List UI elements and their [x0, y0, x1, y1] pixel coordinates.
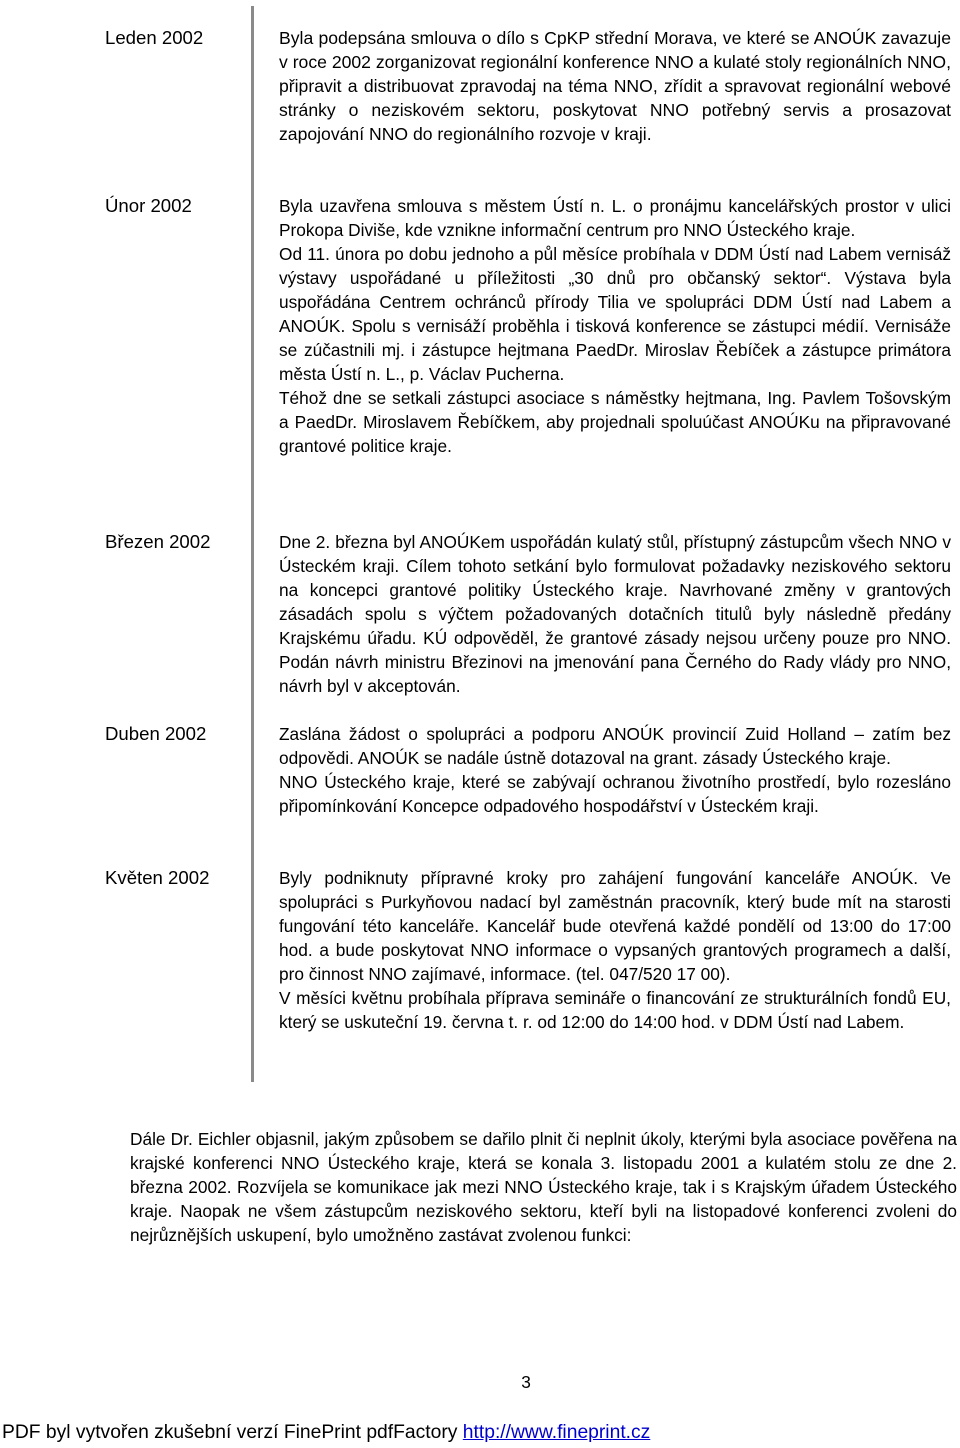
page-number: 3: [521, 1372, 531, 1392]
month-label-leden: Leden 2002: [105, 27, 204, 48]
entry-unor: [279, 194, 951, 458]
month-label-duben: Duben 2002: [105, 723, 207, 744]
footer-text: PDF byl vytvořen zkušební verzí FinePrint pdfFactory: [2, 1422, 458, 1443]
entry-paragraph: V měsíci květnu probíhala příprava semináře o financování ze strukturálních fondů EU, který se uskuteční 19. června t. r. od 12:00 do 14:00 hod. v DDM Ústí nad Labem.: [279, 988, 951, 1032]
summary-paragraph: Dále Dr. Eichler objasnil, jakým způsobem se dařilo plnit či neplnit úkoly, kterými byla asociace pověřena na krajské konferenci NNO Ústeckého kraje, která se konala 3. listopadu 2001 a kulatém stolu ze dne 2. března 2002. Rozvíjela se komunikace jak mezi NNO Ústeckého kraje, tak i s Krajským úřadem Ústeckého kraje. Naopak ne všem zástupcům neziskového sektoru, kteří byli na listopadové konferenci zvoleni do nejrůznějších uskupení, bylo umožněno zastávat zvolenou funkci:: [130, 1129, 957, 1245]
pdf-footer: [2, 1420, 650, 1446]
entry-paragraph: Téhož dne se setkali zástupci asociace s náměstky hejtmana, Ing. Pavlem Tošovským a PaedDr. Miroslavem Řebíčkem, aby projednali spoluúčast ANOÚKu na připravované grantové politice kraje.: [279, 388, 951, 456]
entry-kveten: [279, 866, 951, 1034]
timeline-divider: [251, 6, 254, 1082]
entry-paragraph: Byla podepsána smlouva o dílo s CpKP střední Morava, ve které se ANOÚK zavazuje v roce 2002 zorganizovat regionální konference NNO a kulaté stoly regionálních NNO, připravit a distribuovat zpravodaj na téma NNO, zřídit a spravovat regionální webové stránky o neziskovém sektoru, poskytovat NNO potřebný servis a prosazovat zapojování NNO do regionálního rozvoje v kraji.: [279, 28, 951, 144]
entry-leden: [279, 26, 951, 146]
month-label-kveten: Květen 2002: [105, 867, 210, 888]
month-label-brezen: Březen 2002: [105, 531, 211, 552]
entry-duben: [279, 722, 951, 818]
entry-paragraph: Od 11. února po dobu jednoho a půl měsíce probíhala v DDM Ústí nad Labem vernisáž výstavy uspořádané u příležitosti „30 dnů pro občanský sektor“. Výstava byla uspořádána Centrem ochránců přírody Tilia ve spolupráci DDM Ústí nad Labem a ANOÚK. Spolu s vernisáží proběhla i tisková konference se zástupci médií. Vernisáže se zúčastnili mj. i zástupce hejtmana PaedDr. Miroslav Řebíček a zástupce primátora města Ústí n. L., p. Václav Pucherna.: [279, 244, 951, 384]
footer-link[interactable]: http://www.fineprint.cz: [462, 1422, 651, 1443]
entry-paragraph: NNO Ústeckého kraje, které se zabývají ochranou životního prostředí, bylo rozesláno připomínkování Koncepce odpadového hospodářství v Ústeckém kraji.: [279, 772, 951, 816]
entry-paragraph: Dne 2. března byl ANOÚKem uspořádán kulatý stůl, přístupný zástupcům všech NNO v Ústeckém kraji. Cílem tohoto setkání bylo formulovat požadavky neziskového sektoru na koncepci grantové politiky Ústeckého kraje. Navrhované změny v grantových zásadách spolu s výčtem požadovaných dotačních titulů byly následně předány Krajskému úřadu. KÚ odpověděl, že grantové zásady nejsou určeny pouze pro NNO. Podán návrh ministru Březinovi na jmenování pana Černého do Rady vlády pro NNO, návrh byl v akceptován.: [279, 532, 951, 696]
entry-paragraph: Byly podniknuty přípravné kroky pro zahájení fungování kanceláře ANOÚK. Ve spolupráci s Purkyňovou nadací byl zaměstnán pracovník, který bude mít na starosti fungování této kanceláře. Kancelář bude otevřená každé pondělí od 13:00 do 17:00 hod. a bude poskytovat NNO informace o vypsaných grantových programech a další, pro činnost NNO zajímavé, informace. (tel. 047/520 17 00).: [279, 868, 951, 984]
entry-paragraph: Zaslána žádost o spolupráci a podporu ANOÚK provincií Zuid Holland – zatím bez odpovědi. ANOÚK se nadále ústně dotazoval na grant. zásady Ústeckého kraje.: [279, 724, 951, 768]
month-label-unor: Únor 2002: [105, 195, 192, 216]
entry-paragraph: Byla uzavřena smlouva s městem Ústí n. L. o pronájmu kancelářských prostor v ulici Prokopa Diviše, kde vznikne informační centrum pro NNO Ústeckého kraje.: [279, 196, 951, 240]
entry-brezen: [279, 530, 951, 698]
